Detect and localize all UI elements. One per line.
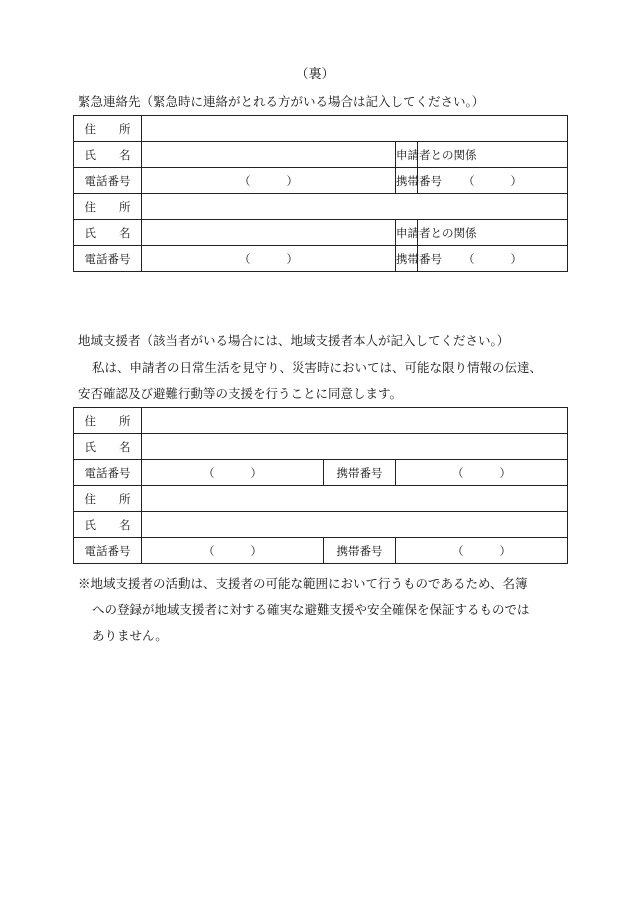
address-label: 住 所 bbox=[74, 194, 142, 220]
supporter-1-phone-row bbox=[74, 460, 568, 486]
phone-label: 電話番号 bbox=[74, 538, 142, 564]
address-label: 住 所 bbox=[74, 486, 142, 512]
supporter-2-name-row bbox=[74, 512, 568, 538]
mobile-label: 携帯番号 bbox=[324, 460, 396, 486]
supporter-1-phone-field[interactable]: （ ） bbox=[142, 460, 324, 486]
supporter-2-address-field[interactable] bbox=[142, 486, 568, 512]
emergency-2-mobile-field[interactable]: （ ） bbox=[418, 246, 568, 272]
supporter-2-phone-row bbox=[74, 538, 568, 564]
page-heading: （裏） bbox=[295, 67, 335, 82]
emergency-2-name-row bbox=[74, 220, 568, 246]
emergency-1-address-row bbox=[74, 116, 568, 142]
supporter-2-phone-field[interactable]: （ ） bbox=[142, 538, 324, 564]
emergency-2-name-field[interactable] bbox=[142, 220, 396, 246]
mobile-label: 携帯番号 bbox=[396, 168, 418, 194]
supporter-2-address-row bbox=[74, 486, 568, 512]
phone-label: 電話番号 bbox=[74, 168, 142, 194]
supporter-1-address-row bbox=[74, 408, 568, 434]
emergency-contact-table bbox=[73, 115, 568, 272]
emergency-2-phone-field[interactable]: （ ） bbox=[142, 246, 396, 272]
name-label: 氏 名 bbox=[74, 434, 142, 460]
note-line-2: への登録が地域支援者に対する確実な避難支援や安全確保を保証するものでは bbox=[92, 602, 530, 617]
supporter-consent-line-1: 私は、申請者の日常生活を見守り、災害時においては、可能な限り情報の伝達、 bbox=[92, 360, 543, 375]
name-label: 氏 名 bbox=[74, 512, 142, 538]
emergency-2-address-row bbox=[74, 194, 568, 220]
emergency-2-phone-row bbox=[74, 246, 568, 272]
emergency-2-address-field[interactable] bbox=[142, 194, 568, 220]
supporter-title: 地域支援者（該当者がいる場合には、地域支援者本人が記入してください。） bbox=[78, 333, 510, 348]
relation-label: 申請者との関係 bbox=[396, 142, 418, 168]
emergency-1-name-row bbox=[74, 142, 568, 168]
supporter-2-name-field[interactable] bbox=[142, 512, 568, 538]
supporter-1-name-row bbox=[74, 434, 568, 460]
supporter-1-name-field[interactable] bbox=[142, 434, 568, 460]
emergency-1-phone-row bbox=[74, 168, 568, 194]
phone-label: 電話番号 bbox=[74, 460, 142, 486]
name-label: 氏 名 bbox=[74, 142, 142, 168]
emergency-1-phone-field[interactable]: （ ） bbox=[142, 168, 396, 194]
supporter-2-mobile-field[interactable]: （ ） bbox=[396, 538, 568, 564]
address-label: 住 所 bbox=[74, 116, 142, 142]
emergency-contact-title: 緊急連絡先（緊急時に連絡がとれる方がいる場合は記入してください。） bbox=[78, 94, 485, 109]
relation-label: 申請者との関係 bbox=[396, 220, 418, 246]
name-label: 氏 名 bbox=[74, 220, 142, 246]
emergency-1-name-field[interactable] bbox=[142, 142, 396, 168]
mobile-label: 携帯番号 bbox=[396, 246, 418, 272]
supporter-consent-line-2: 安否確認及び避難行動等の支援を行うことに同意します。 bbox=[78, 386, 403, 401]
note-line-3: ありません。 bbox=[92, 628, 168, 643]
supporter-table bbox=[73, 407, 568, 564]
phone-label: 電話番号 bbox=[74, 246, 142, 272]
note-line-1: ※地域支援者の活動は、支援者の可能な範囲において行うものであるため、名簿 bbox=[78, 576, 528, 591]
address-label: 住 所 bbox=[74, 408, 142, 434]
emergency-1-mobile-field[interactable]: （ ） bbox=[418, 168, 568, 194]
emergency-1-address-field[interactable] bbox=[142, 116, 568, 142]
supporter-1-address-field[interactable] bbox=[142, 408, 568, 434]
supporter-1-mobile-field[interactable]: （ ） bbox=[396, 460, 568, 486]
mobile-label: 携帯番号 bbox=[324, 538, 396, 564]
